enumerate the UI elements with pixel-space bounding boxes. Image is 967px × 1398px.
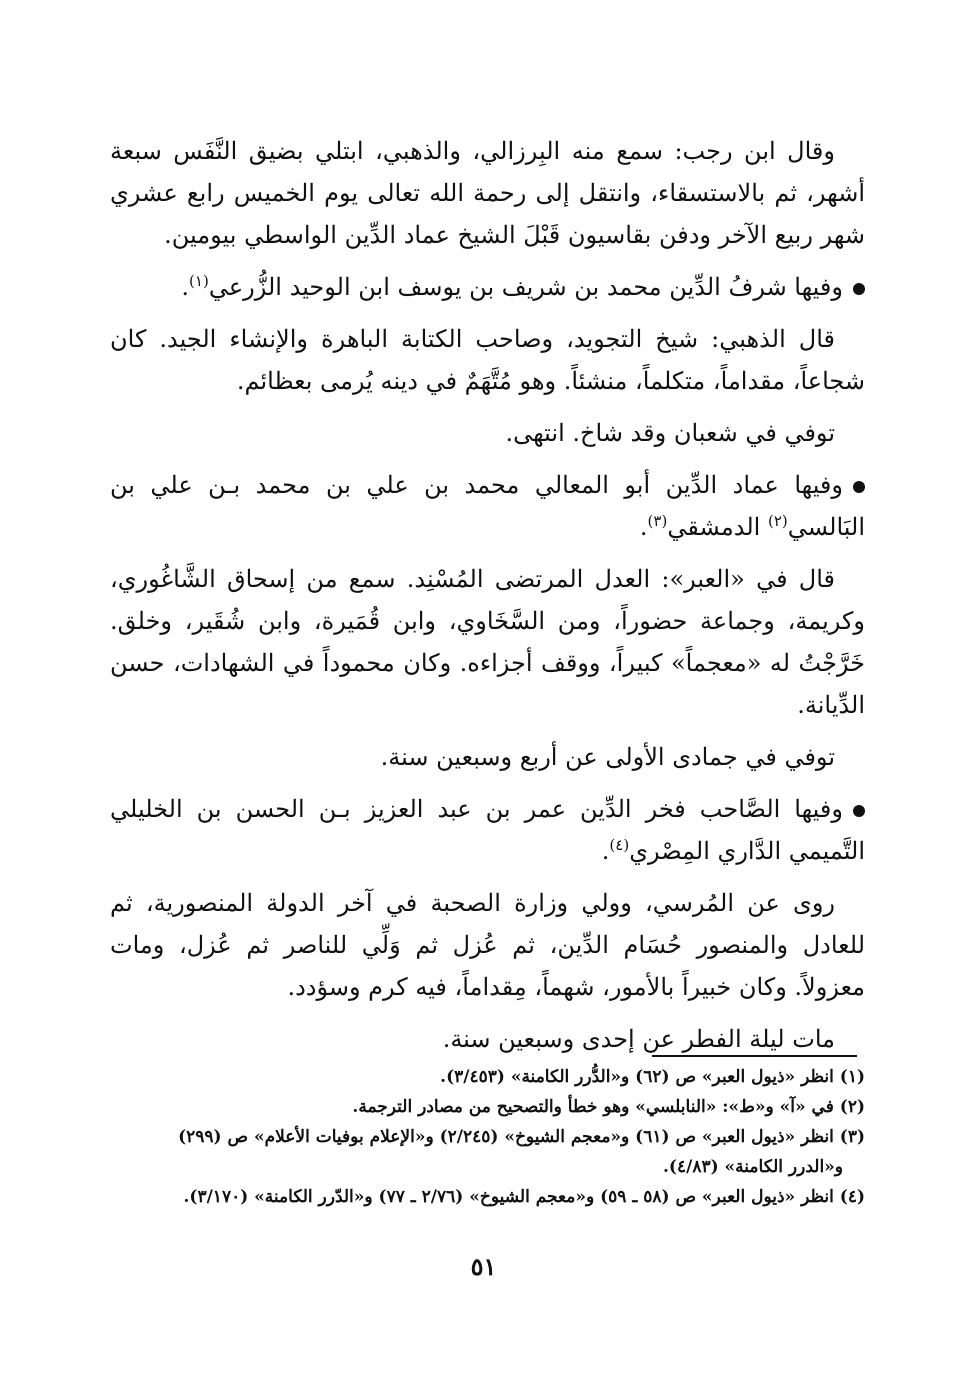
entry-text: وفيها الصَّاحب فخر الدِّين عمر بن عبد العزيز بـن الحسن بن الخليلي التَّميمي الدَّاري المِصْري	[110, 795, 865, 865]
paragraph-death-jumada: توفي في جمادى الأولى عن أربع وسبعين سنة.	[380, 743, 835, 771]
bullet-icon	[853, 283, 865, 295]
footnote-ref-4[interactable]: (٤)	[609, 836, 630, 854]
entry-fakhr-al-din	[110, 788, 865, 872]
entry-text: وفيها شرفُ الدِّين محمد بن شريف بن يوسف ابن الوحيد الزُّرعي	[208, 273, 843, 301]
footnote-ref-1[interactable]: (١)	[189, 272, 209, 290]
entry-sharaf-al-din	[110, 266, 865, 308]
footnote-1: (١) انظر «ذيول العبر» ص (٦٢) و«الدُّرر الكامنة» (٣/٤٥٣).	[440, 1067, 865, 1087]
footnote-ref-2[interactable]: (٢)	[767, 512, 788, 530]
paragraph-dhahabi: قال الذهبي: شيخ التجويد، وصاحب الكتابة الباهرة والإنشاء الجيد. كان شجاعاً، مقداماً، متكلماً، منشئاً. وهو مُتَّهَمٌ في دينه يُرمى بعظائم.	[110, 325, 865, 395]
footnote-4: (٤) انظر «ذيول العبر» ص (٥٨ ـ ٥٩) و«معجم الشيوخ» (٢/٧٦ ـ ٧٧) و«الدّرر الكامنة» (٣/١٧٠).	[183, 1187, 865, 1207]
bullet-icon	[853, 481, 865, 493]
footnote-2: (٢) في «آ» و«ط»: «النابلسي» وهو خطأ والتصحيح من مصادر الترجمة.	[352, 1097, 865, 1117]
footnote-3: (٣) انظر «ذيول العبر» ص (٦١) و«معجم الشيوخ» (٢/٢٤٥) و«الإعلام بوفيات الأعلام» ص (٢٩٩)	[178, 1127, 865, 1147]
paragraph-al-ibar: قال في «العبر»: العدل المرتضى المُسْنِد. سمع من إسحاق الشَّاغُوري، وكريمة، وجماعة حضوراً، ومن السَّخَاوي، وابن قُمَيرة، وابن شُقَير، وخلق. خَرَّجْتُ له «معجماً» كبيراً، ووقف أجزاءه. وكان محموداً في الشهادات، حسن الدِّيانة.	[110, 565, 865, 719]
page-body	[110, 130, 865, 1070]
page-number: ٥١	[470, 1252, 497, 1281]
entry-text-mid: الدمشقي	[667, 513, 768, 541]
paragraph-rawa-an: روى عن المُرسي، وولي وزارة الصحبة في آخر الدولة المنصورية، ثم للعادل والمنصور حُسَام الدِّين، ثم عُزل ثم وَلِّي للناصر ثم عُزل، ومات معزولاً. وكان خبيراً بالأمور، شهماً، مِقداماً، فيه كرم وسؤدد.	[110, 889, 865, 1001]
paragraph-death-fitr: مات ليلة الفطر عن إحدى وسبعين سنة.	[442, 1025, 835, 1053]
bullet-icon	[853, 805, 865, 817]
footnote-divider	[652, 1055, 857, 1057]
paragraph-death-shaban: توفي في شعبان وقد شاخ. انتهى.	[505, 419, 835, 447]
paragraph-ibn-rajab: وقال ابن رجب: سمع منه البِرزالي، والذهبي، ابتلي بضيق النَّفَس سبعة أشهر، ثم بالاستسقاء، وانتقل إلى رحمة الله تعالى يوم الخميس رابع عشري شهر ربيع الآخر ودفن بقاسيون قَبْلَ الشيخ عماد الدِّين الواسطي بيومين.	[110, 137, 865, 249]
entry-end: .	[181, 273, 190, 301]
footnote-ref-3[interactable]: (٣)	[647, 512, 668, 530]
entry-text: وفيها عماد الدِّين أبو المعالي محمد بن علي بن محمد بـن علي بن البَالسي	[110, 471, 865, 541]
footnotes	[110, 1062, 865, 1212]
entry-imad-al-din	[110, 464, 865, 548]
footnote-3-continued: و«الدرر الكامنة» (٤/٨٣).	[663, 1157, 843, 1177]
entry-end: .	[601, 837, 610, 865]
entry-end: .	[639, 513, 648, 541]
